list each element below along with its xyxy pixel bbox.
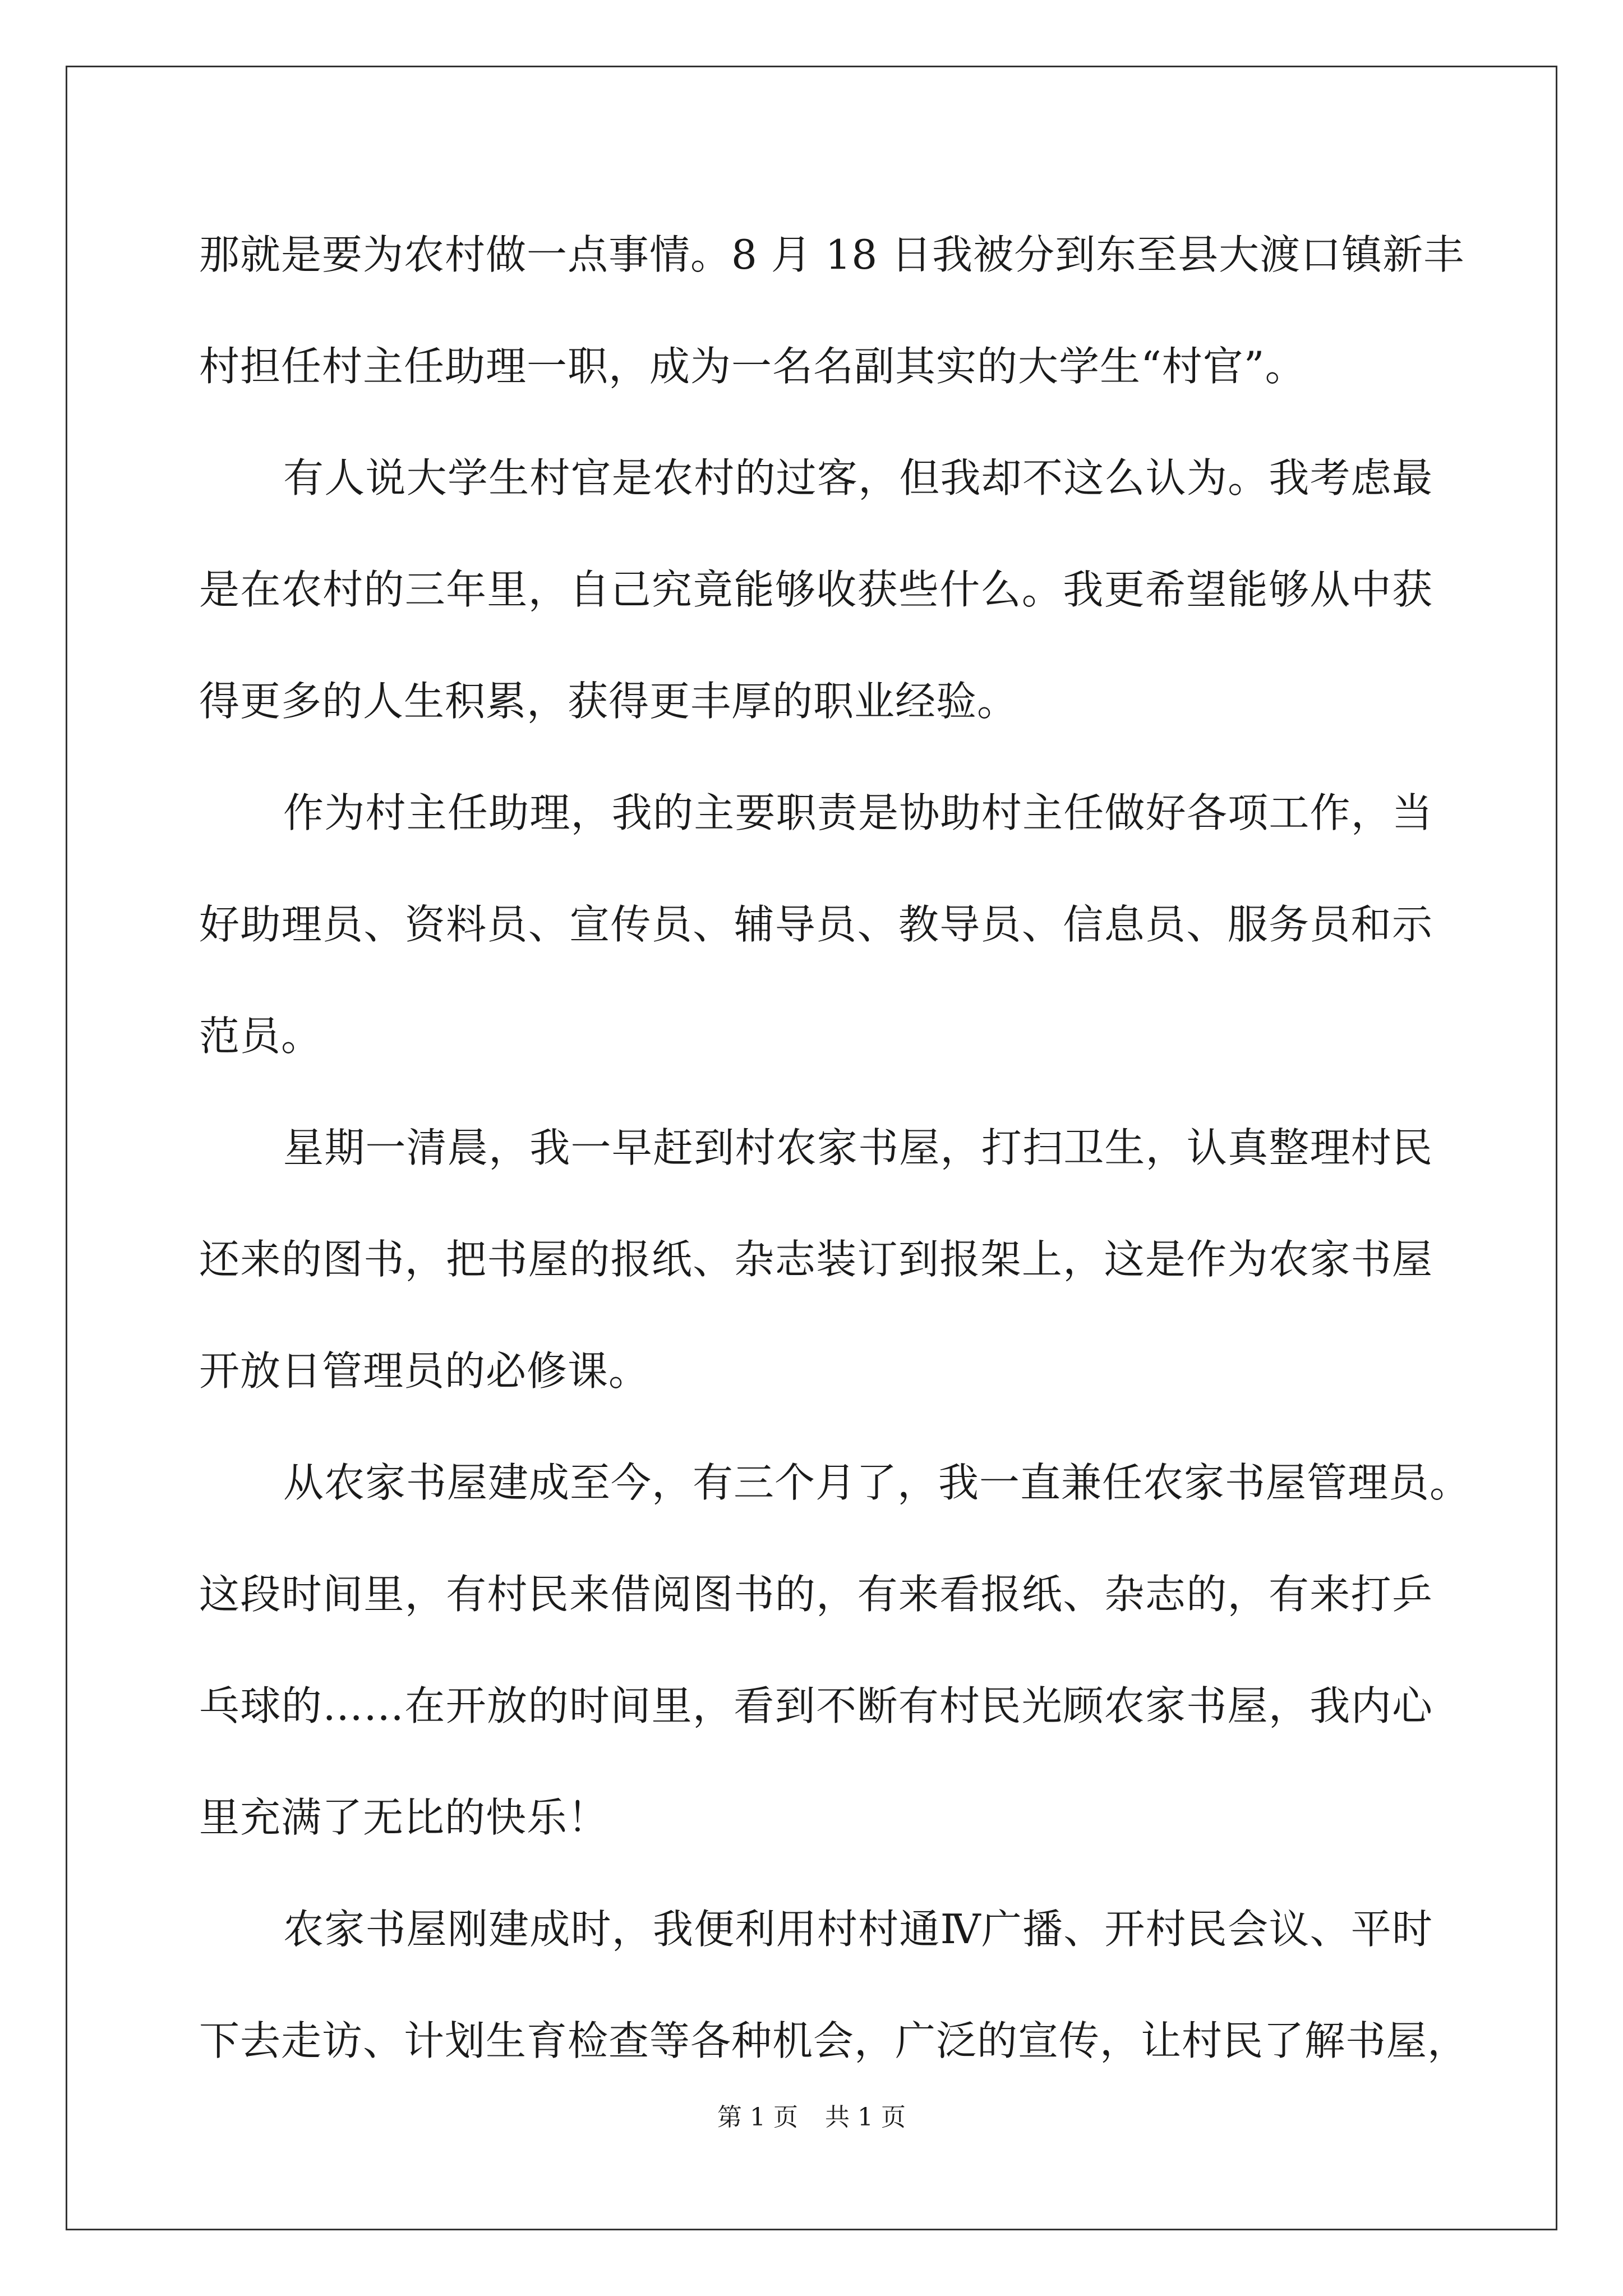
text-line: 乓球的……在开放的时间里，看到不断有村民光顾农家书屋，我内心 bbox=[199, 1682, 1433, 1729]
page-number: 第 1 页 bbox=[717, 2103, 798, 2132]
paragraph-start-line: 作为村主任助理，我的主要职责是协助村主任做好各项工作，当 bbox=[283, 789, 1433, 836]
text-line: 得更多的人生积累，获得更丰厚的职业经验。 bbox=[199, 678, 1018, 725]
text-line: 范员。 bbox=[199, 1013, 322, 1060]
text-line: 是在农村的三年里，自己究竟能够收获些什么。我更希望能够从中获 bbox=[199, 566, 1433, 613]
text-line: 好助理员、资料员、宣传员、辅导员、教导员、信息员、服务员和示 bbox=[199, 901, 1433, 948]
paragraph-start-line: 农家书屋刚建成时，我便利用村村通Ⅳ广播、开村民会议、平时 bbox=[283, 1906, 1433, 1953]
text-line: 还来的图书，把书屋的报纸、杂志装订到报架上，这是作为农家书屋 bbox=[199, 1236, 1433, 1283]
text-line: 下去走访、计划生育检查等各种机会，广泛的宣传，让村民了解书屋， bbox=[199, 2017, 1469, 2064]
page-footer bbox=[0, 2101, 1623, 2134]
text-line: 开放日管理员的必修课。 bbox=[199, 1347, 650, 1395]
document-body bbox=[199, 199, 1471, 2097]
paragraph-start-line: 从农家书屋建成至今，有三个月了，我一直兼任农家书屋管理员。 bbox=[283, 1459, 1471, 1506]
page-total: 共 1 页 bbox=[825, 2103, 906, 2132]
text-line: 那就是要为农村做一点事情。8 月 18 日我被分到东至县大渡口镇新丰 bbox=[199, 231, 1465, 278]
paragraph-start-line: 有人说大学生村官是农村的过客，但我却不这么认为。我考虑最 bbox=[283, 454, 1433, 501]
text-line: 村担任村主任助理一职，成为一名名副其实的大学生“村官”。 bbox=[199, 343, 1306, 390]
paragraph-start-line: 星期一清晨，我一早赶到村农家书屋，打扫卫生，认真整理村民 bbox=[283, 1124, 1433, 1171]
text-line: 这段时间里，有村民来借阅图书的，有来看报纸、杂志的，有来打乒 bbox=[199, 1571, 1433, 1618]
text-line: 里充满了无比的快乐！ bbox=[199, 1794, 609, 1841]
